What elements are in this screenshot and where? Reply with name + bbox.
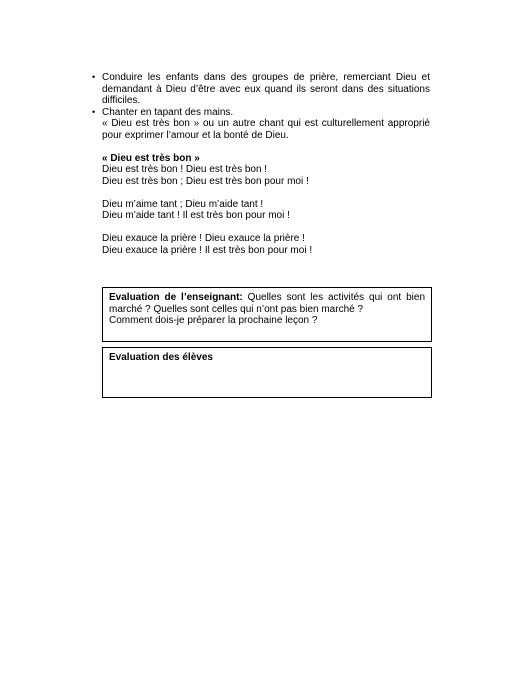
bullet-marker: • [92,72,96,82]
song-line: Dieu exauce la prière ! Il est très bon pour moi ! [102,244,313,256]
teacher-evaluation-box [102,287,432,342]
song-line: Dieu m’aime tant ; Dieu m’aide tant ! [102,198,264,210]
song-line: Dieu est très bon ! Dieu est très bon ! [102,164,268,175]
bullet-marker: • [92,106,96,117]
teacher-evaluation-text [109,292,425,315]
song-line: Dieu est très bon ; Dieu est très bon pour moi ! [102,175,309,187]
bullet-subtext: « Dieu est très bon » ou un autre chant qui est culturellement approprié pour exprimer l’amour et la bonté de Dieu. [102,118,430,141]
list-item [90,72,430,107]
list-item [90,107,430,257]
teacher-evaluation-question: Quelles sont les activités qui ont bien marché ? Quelles sont celles qui n’ont pas bien marché ? [109,292,426,315]
teacher-evaluation-question-2: Comment dois-je préparer la prochaine leçon ? [109,315,318,326]
song-title: « Dieu est très bon » [102,152,200,164]
song-line: Dieu exauce la prière ! Dieu exauce la prière ! [102,233,305,244]
song-stanza [102,233,430,256]
song-stanza [102,164,430,187]
song-line: Dieu m’aide tant ! Il est très bon pour moi ! [102,210,290,221]
activity-list [90,72,430,256]
bullet-text: Conduire les enfants dans des groupes de prière, remerciant Dieu et demandant à Dieu d’être avec eux quand ils seront dans des situations difficiles. [102,72,430,106]
teacher-evaluation-label: Evaluation de l’enseignant: [109,292,243,303]
bullet-text: Chanter en tapant des mains. [102,106,234,118]
song-stanza [102,199,430,222]
song-lyrics [102,153,430,257]
student-evaluation-label: Evaluation des élèves [109,352,213,363]
student-evaluation-box [102,347,432,398]
